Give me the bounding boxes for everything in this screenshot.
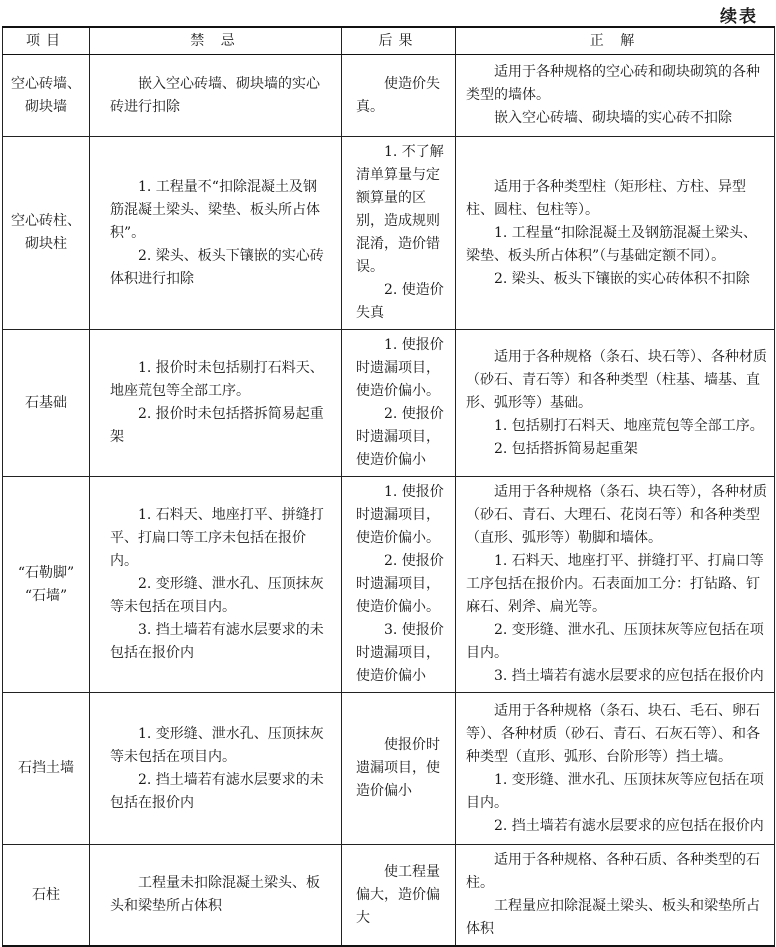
cell-paragraph: 工程量应扣除混凝土梁头、板头和梁垫所占体积 [466,898,760,937]
cell-paragraph: “石勒脚” [17,564,75,581]
cell-paragraph: 2. 使造价失真 [356,282,444,321]
table-row [3,477,775,693]
cell-paragraph: 嵌入空心砖墙、砌块墙的实心砖不扣除 [494,110,732,126]
header-consequence: 后果 [342,27,456,55]
cell-paragraph: 1. 变形缝、泄水孔、压顶抹灰等应包括在项目内。 [466,771,764,811]
cell-paragraph: 适用于各种规格、各种石质、各种类型的石柱。 [466,852,760,891]
cell-paragraph: 适用于各种规格（条石、块石等），各种材质（砂石、青石、大理石、花岗石等）和各种类型（直形、弧形等）勒脚和墙体。 [466,484,767,546]
cell-paragraph: 1. 石料天、地座打平、拼缝打平、打扁口等工序包括在报价内。石表面加工分：打钻路、钉麻石、剁斧、扁光等。 [466,553,764,615]
cell-item [3,845,90,947]
cell-paragraph: 2. 变形缝、泄水孔、压顶抹灰等应包括在项目内。 [466,622,764,661]
cell-consequence [342,55,456,137]
cell-paragraph: 2. 挡土墙若有滤水层要求的应包括在报价内 [494,817,764,834]
cell-taboo [90,55,342,137]
cell-paragraph: 石基础 [25,394,67,411]
header-taboo: 禁 忌 [90,27,342,55]
cell-consequence [342,693,456,845]
cell-paragraph: 1. 石料天、地座打平、拼缝打平、打扁口等工序未包括在报价内。 [110,507,324,569]
table-row [3,845,775,947]
table-caption: 续表 [720,7,758,27]
cell-paragraph: 使报价时遗漏项目，使造价偏小 [356,737,440,799]
cell-paragraph: 适用于各种规格（条石、块石等）、各种材质（砂石、青石等）和各种类型（柱基、墙基、直形、弧形等）基础。 [466,348,767,411]
cell-paragraph: 石挡土墙 [18,760,74,776]
cell-paragraph: 1. 报价时未包括剔打石料天、地座荒包等全部工序。 [110,360,324,399]
construction-taboo-table [2,26,775,947]
table-row [3,55,775,137]
cell-correct [456,477,775,693]
cell-correct [456,137,775,330]
header-item: 项目 [3,27,90,55]
cell-paragraph: 1. 包括剔打石料天、地座荒包等全部工序。 [494,417,764,434]
header-row [3,27,775,55]
cell-item [3,137,90,330]
cell-paragraph: 使造价失真。 [356,75,440,115]
cell-correct [456,693,775,845]
cell-paragraph: 石柱 [32,886,60,903]
table-row [3,137,775,330]
cell-paragraph: 2. 使报价时遗漏项目，使造价偏小。 [356,553,444,615]
cell-paragraph: 1. 工程量“扣除混凝土及钢筋混凝土梁头、梁垫、板头所占体积”（与基础定额不同）。 [466,224,757,264]
cell-consequence [342,330,456,477]
cell-correct [456,330,775,477]
table-row [3,693,775,845]
cell-taboo [90,693,342,845]
cell-paragraph: 2. 挡土墙若有滤水层要求的未包括在报价内 [110,771,324,811]
cell-paragraph: 3. 挡土墙若有滤水层要求的未包括在报价内 [110,622,324,661]
cell-paragraph: 适用于各种规格的空心砖和砌块砌筑的各种类型的墙体。 [466,64,760,103]
cell-paragraph: 嵌入空心砖墙、砌块墙的实心砖进行扣除 [110,75,320,115]
cell-paragraph: 适用于各种类型柱（矩形柱、方柱、异型柱、圆柱、包柱等）。 [466,178,746,218]
cell-correct [456,845,775,947]
cell-paragraph: 3. 使报价时遗漏项目，使造价偏小 [356,622,444,684]
cell-paragraph: 1. 不了解清单算量与定额算量的区别，造成规则混淆，造价错误。 [356,144,444,275]
cell-paragraph: 空心砖柱、砌块柱 [11,213,81,252]
cell-paragraph: “石墙” [24,587,68,604]
cell-paragraph: 1. 工程量不“扣除混凝土及钢筋混凝土梁头、梁垫、板头所占体积”。 [110,178,320,241]
cell-paragraph: 2. 包括搭拆简易起重架 [494,440,638,457]
cell-consequence [342,845,456,947]
cell-paragraph: 适用于各种规格（条石、块石、毛石、卵石等）、各种材质（砂石、青石、石灰石等）、和各种类型（直形、弧形、台阶形等）挡土墙。 [466,702,760,765]
cell-paragraph: 2. 报价时未包括搭拆简易起重架 [110,406,324,445]
cell-consequence [342,137,456,330]
cell-item [3,330,90,477]
cell-consequence [342,477,456,693]
cell-taboo [90,137,342,330]
cell-paragraph: 使工程量偏大，造价偏大 [356,863,440,926]
cell-taboo [90,477,342,693]
cell-item [3,693,90,845]
cell-paragraph: 1. 变形缝、泄水孔、压顶抹灰等未包括在项目内。 [110,725,324,765]
cell-item [3,477,90,693]
cell-item [3,55,90,137]
cell-paragraph: 1. 使报价时遗漏项目，使造价偏小。 [356,484,444,546]
cell-paragraph: 2. 变形缝、泄水孔、压顶抹灰等未包括在项目内。 [110,576,324,615]
cell-paragraph: 2. 使报价时遗漏项目，使造价偏小 [356,406,444,468]
cell-taboo [90,845,342,947]
cell-paragraph: 3. 挡土墙若有滤水层要求的应包括在报价内 [494,668,764,684]
cell-correct [456,55,775,137]
table-body [3,55,775,947]
table-row [3,330,775,477]
cell-paragraph: 空心砖墙、砌块墙 [11,75,81,115]
cell-taboo [90,330,342,477]
header-correct: 正 解 [456,27,775,55]
cell-paragraph: 工程量未扣除混凝土梁头、板头和梁垫所占体积 [110,875,320,914]
cell-paragraph: 2. 梁头、板头下镶嵌的实心砖体积进行扣除 [110,247,324,287]
cell-paragraph: 1. 使报价时遗漏项目，使造价偏小。 [356,337,444,399]
cell-paragraph: 2. 梁头、板头下镶嵌的实心砖体积不扣除 [494,270,750,287]
